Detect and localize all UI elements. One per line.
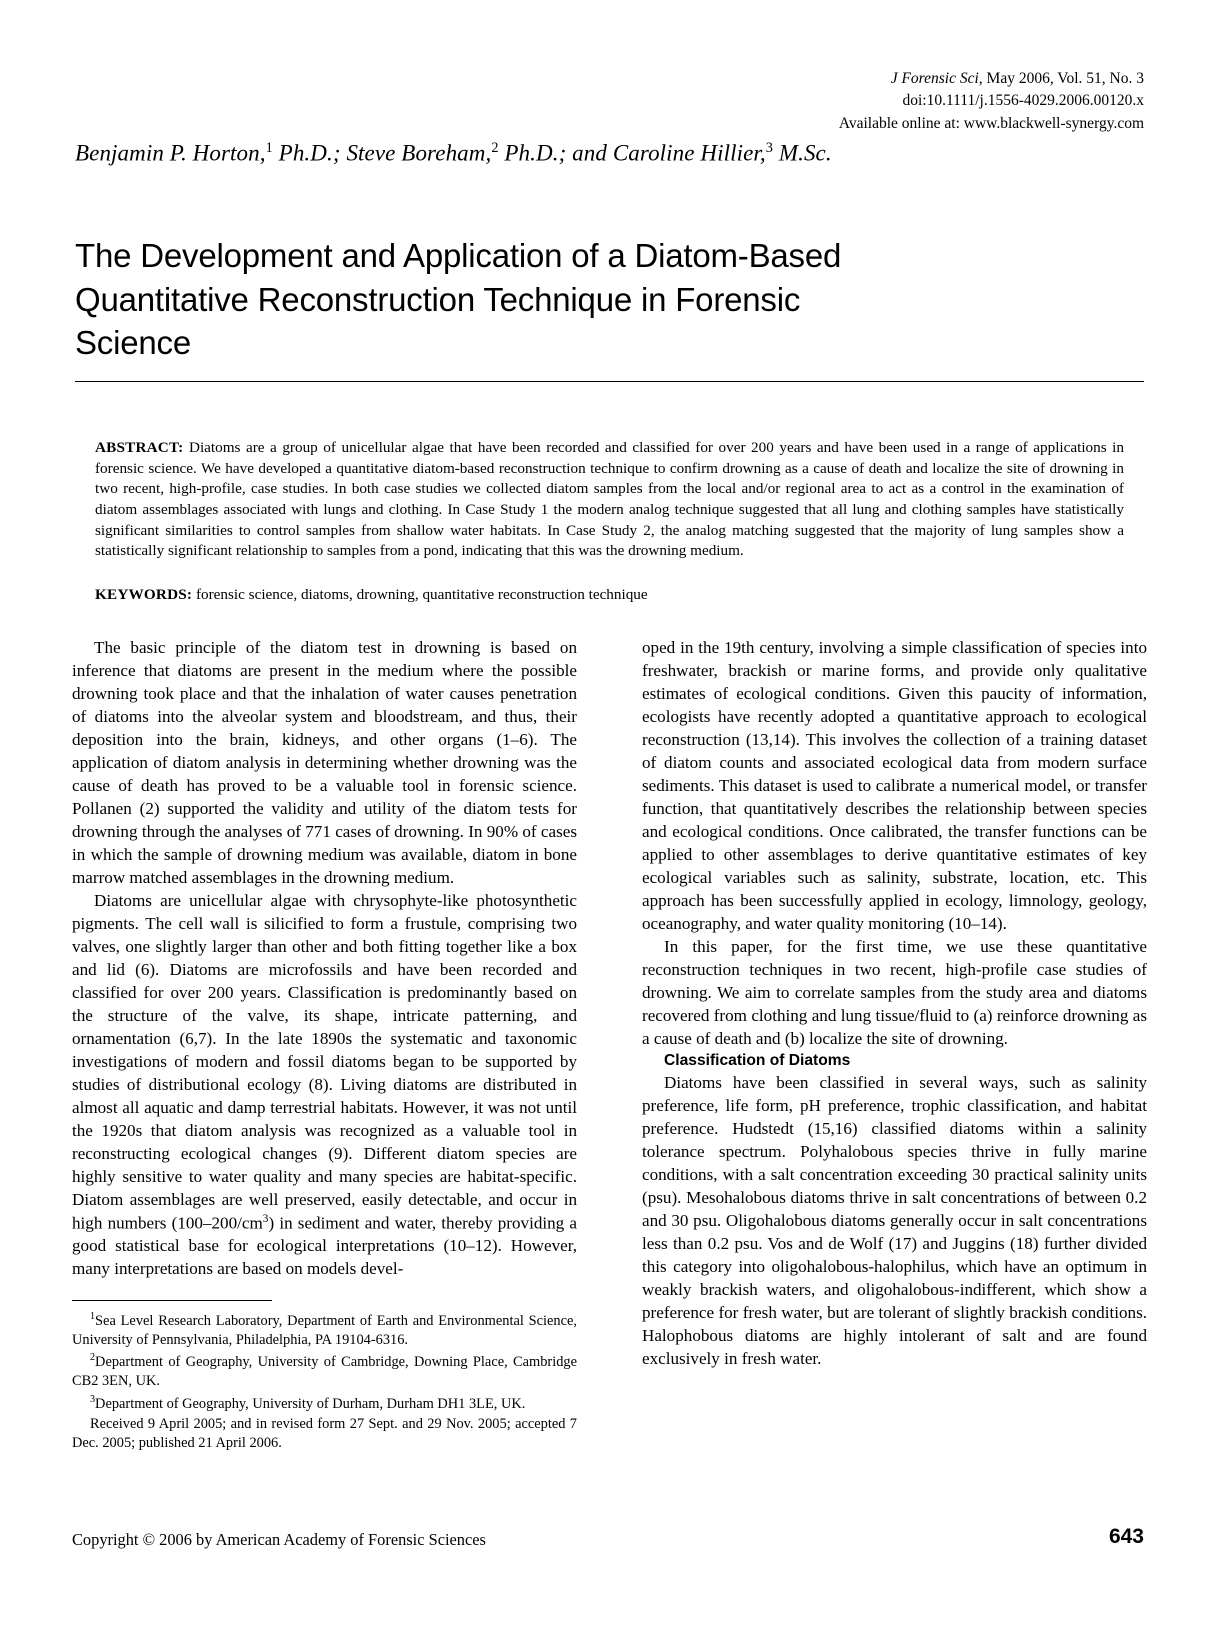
keywords-text: forensic science, diatoms, drowning, quantitative reconstruction technique <box>192 586 648 603</box>
journal-header <box>839 68 1144 135</box>
footnote-item: $^1$Sea Level Research Laboratory, Department of Earth and Environmental Science, University of Pennsylvania, Philadelphia, PA 19104-6316. <box>72 1311 577 1349</box>
header-divider <box>75 381 1144 382</box>
copyright-notice: Copyright © 2006 by American Academy of Forensic Sciences <box>72 1530 486 1549</box>
footnotes <box>72 1310 577 1454</box>
journal-name: J Forensic Sci, <box>890 70 983 87</box>
footnote-item: $^3$Department of Geography, University of Durham, Durham DH1 3LE, UK. <box>90 1393 526 1412</box>
footnote-item: $^2$Department of Geography, University of Cambridge, Downing Place, Cambridge CB2 3EN, UK. <box>72 1352 577 1390</box>
abstract-text: Diatoms are a group of unicellular algae that have been recorded and classified for over 200 years and have been used in a range of applications in forensic science. We have developed a quantitative diatom-based reconstruction technique to confirm drowning as a cause of death and localize the site of drowning in two recent, high-profile, case studies. In both case studies we collected diatom samples from the local and/or regional area to act as a control in the examination of diatom assemblages associated with lungs and clothing. In Case Study 1 the modern analog technique suggested that all lung and clothing samples have statistically significant similarities to control samples from shallow water habitats. In Case Study 2, the analog matching suggested that the majority of lung samples show a statistically significant relationship to samples from a pond, indicating that this was the drowning medium. <box>95 439 1124 560</box>
footnote-item: Received 9 April 2005; and in revised form 27 Sept. and 29 Nov. 2005; accepted 7 Dec. 2005; published 21 April 2006. <box>72 1415 577 1452</box>
left-column <box>72 637 577 1281</box>
journal-online-availability: Available online at: www.blackwell-synergy.com <box>838 114 1144 132</box>
paragraph: Diatoms are unicellular algae with chrysophyte-like photosynthetic pigments. The cell wall is silicified to form a frustule, comprising two valves, one slightly larger than other and both fitting together like a box and lid (6). Diatoms are microfossils and have been recorded and classified for over 200 years. Classification is predominantly based on the structure of the valve, its shape, intricate patterning, and ornamentation (6,7). In the late 1890s the systematic and taxonomic investigations of modern and fossil diatoms began to be supported by studies of distributional ecology (8). Living diatoms are distributed in almost all aquatic and damp terrestrial habitats. However, it was not until the 1920s that diatom analysis was recognized as a valuable tool in reconstructing ecological changes (9). Different diatom species are highly sensitive to water quality and many species are habitat-specific. Diatom assemblages are well preserved, easily detectable, and occur in high numbers $(100-200/cm^3)$ in sediment and water, thereby providing a good statistical base for ecological interpretations (10–12). However, many interpretations are based on models devel- <box>72 890 577 1279</box>
footnote-divider <box>72 1300 272 1301</box>
author-list: Benjamin P. Horton,$^1$ Ph.D.; Steve Boreham,$^2$ Ph.D.; and Caroline Hillier,$^3$ M.Sc. <box>75 140 832 166</box>
page-number: 643 <box>1108 1525 1144 1548</box>
journal-issue: May 2006, Vol. 51, No. 3 <box>982 70 1144 87</box>
journal-doi: doi:10.1111/j.1556-4029.2006.00120.x <box>902 92 1144 110</box>
paragraph: The basic principle of the diatom test in drowning is based on inference that diatoms are present in the medium where the possible drowning took place and that the inhalation of water causes penetration of diatoms into the alveolar system and bloodstream, and thus, their deposition into the brain, kidneys, and other organs (1–6). The application of diatom analysis in determining whether drowning was the cause of death has proved to be a valuable tool in forensic science. Pollanen (2) supported the validity and utility of the diatom tests for drowning through the analyses of 771 cases of drowning. In 90% of cases in which the sample of drowning medium was available, diatom in bone marrow matched assemblages in the drowning medium. <box>72 638 577 887</box>
keywords-label: KEYWORDS: <box>95 586 193 603</box>
right-column <box>642 637 1147 1370</box>
keywords <box>95 585 1124 606</box>
section-heading: Classification of Diatoms <box>664 1051 851 1069</box>
abstract-label: ABSTRACT: <box>95 439 184 456</box>
abstract <box>95 438 1124 562</box>
paragraph: Diatoms have been classified in several ways, such as salinity preference, life form, pH preference, trophic classification, and habitat preference. Hudstedt (15,16) classified diatoms within a salinity tolerance spectrum. Polyhalobous species thrive in fully marine conditions, with a salt concentration exceeding 30 practical salinity units (psu). Mesohalobous diatoms thrive in salt concentrations of between 0.2 and 30 psu. Oligohalobous diatoms generally occur in salt concentrations less than 0.2 psu. Vos and de Wolf (17) and Juggins (18) further divided this category into oligohalobous-halophilus, which have an optimum in weakly brackish waters, and oligohalobous-indifferent, which show a preference for fresh water, but are tolerant of slightly brackish conditions. Halophobous diatoms are highly intolerant of salt and are found exclusively in fresh water. <box>642 1072 1147 1368</box>
page-title: The Development and Application of a Diatom-Based Quantitative Reconstruction Technique in Forensic Science <box>75 237 842 362</box>
paragraph: In this paper, for the first time, we use these quantitative reconstruction techniques in two recent, high-profile case studies of drowning. We aim to correlate samples from the study area and diatoms recovered from clothing and lung tissue/fluid to (a) reinforce drowning as a cause of death and (b) localize the site of drowning. <box>642 936 1147 1048</box>
paragraph: oped in the 19th century, involving a simple classification of species into freshwater, brackish or marine forms, and provide only qualitative estimates of ecological conditions. Given this paucity of information, ecologists have recently adopted a quantitative approach to ecological reconstruction (13,14). This involves the collection of a training dataset of diatom counts and associated ecological data from modern surface sediments. This dataset is used to calibrate a numerical model, or transfer function, that quantitatively describes the relationship between species and ecological conditions. Once calibrated, the transfer functions can be applied to other assemblages to derive quantitative estimates of key ecological variables such as salinity, substrate, location, etc. This approach has been successfully applied in ecology, limnology, geology, oceanography, and water quality monitoring (10–14). <box>642 638 1147 933</box>
journal-citation-line <box>839 68 1144 90</box>
